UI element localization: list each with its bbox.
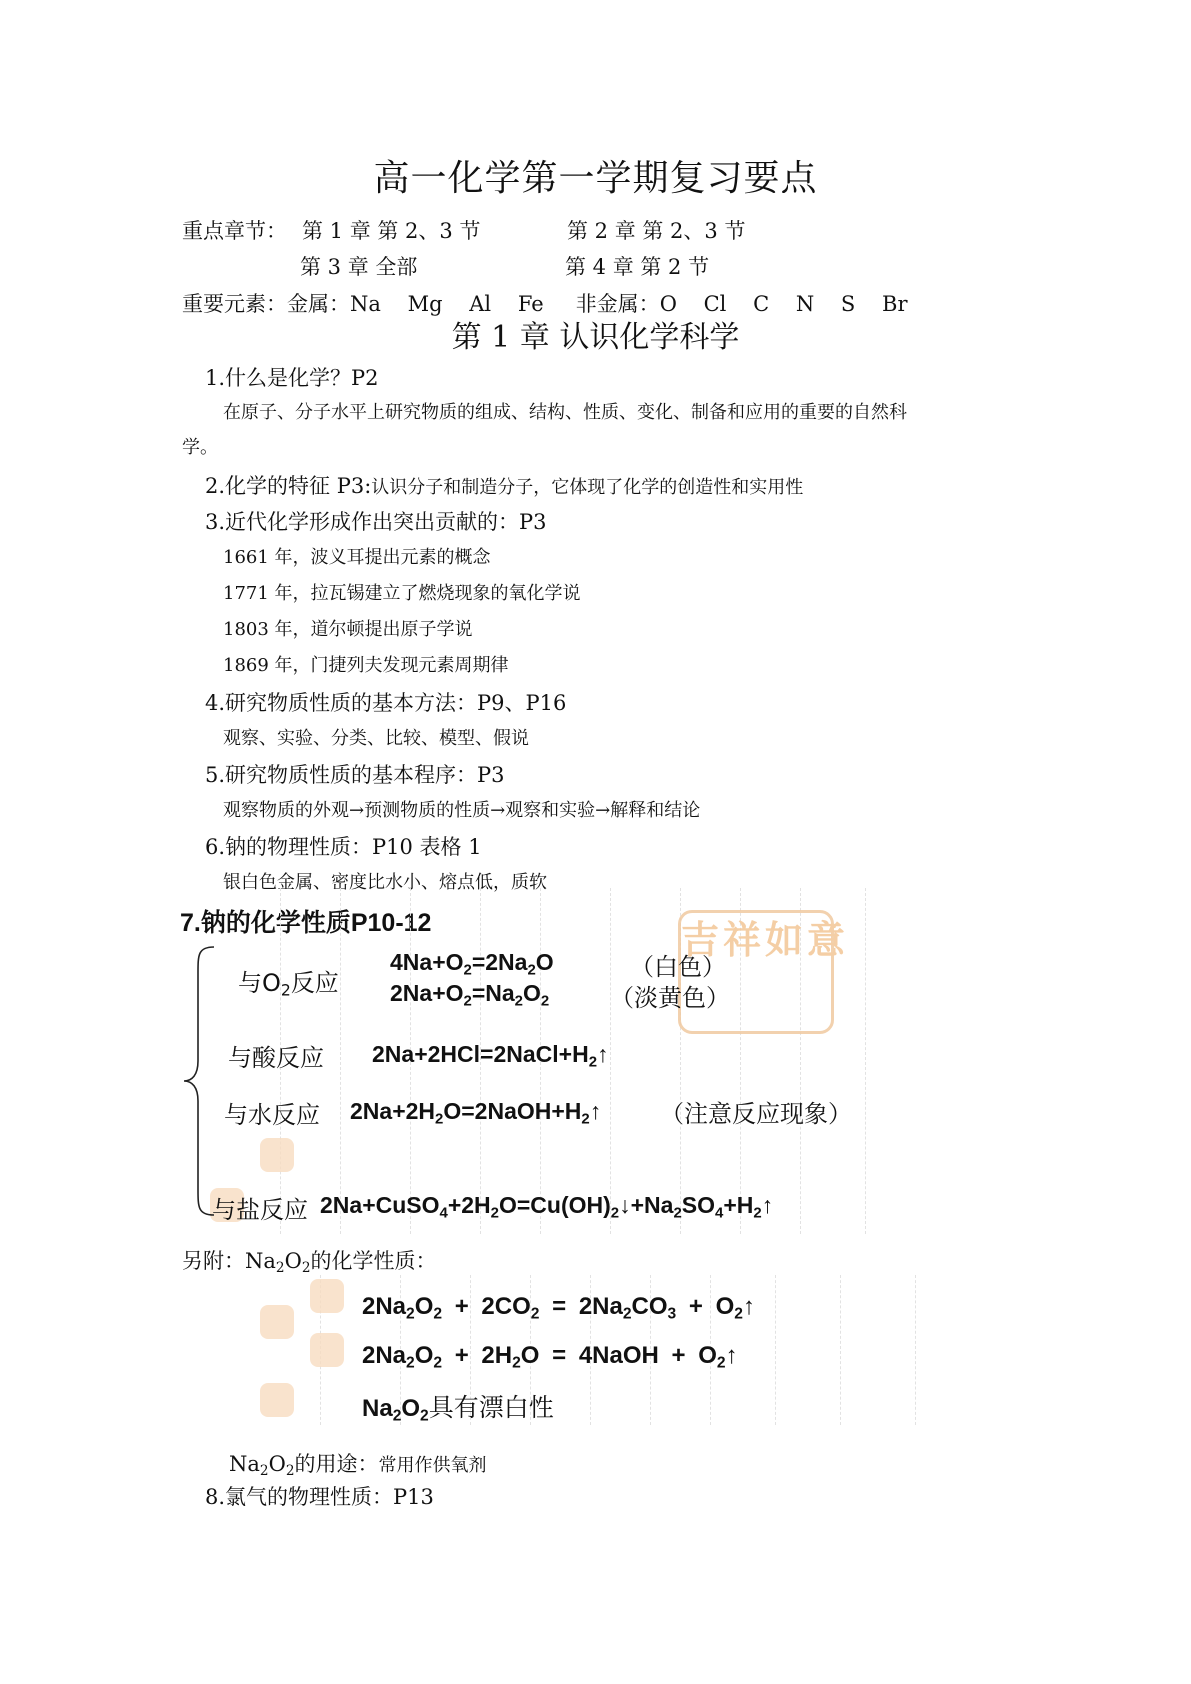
na2o2-use-b: O <box>268 1452 286 1476</box>
key-chapters-label: 重点章节： <box>182 219 287 243</box>
metals-label: 金属： <box>287 292 350 316</box>
reaction-salt-label: 与盐反应 <box>212 1196 308 1224</box>
item-1-question: 1.什么是化学？P2 <box>205 366 379 390</box>
equation-na-o2-yellow-note: （淡黄色） <box>610 984 730 1012</box>
item-5-question: 5.研究物质性质的基本程序：P3 <box>205 763 505 787</box>
item-4-answer: 观察、实验、分类、比较、模型、假说 <box>223 728 529 749</box>
equation-na-o2-white: $4Na+O_2=2Na_2O$ <box>390 949 554 979</box>
item-3-question: 3.近代化学形成作出突出贡献的：P3 <box>205 510 547 534</box>
na2o2-bleach: $Na_2O_2$具有漂白性 <box>362 1393 554 1425</box>
metals-list: Na Mg Al Fe <box>350 292 544 316</box>
key-chapter-1: 第 1 章 第 2、3 节 <box>302 219 481 243</box>
na2o2-intro-b: O <box>284 1249 302 1273</box>
chapter-1-title: 第 1 章 认识化学科学 <box>451 320 740 355</box>
equation-na-o2-white-note: （白色） <box>630 953 726 981</box>
watermark-seal-small <box>260 1305 294 1339</box>
na2o2-use-sub1: 2 <box>259 1463 269 1480</box>
reaction-o2-label <box>238 963 339 998</box>
na2o2-bleach-text: 具有漂白性 <box>428 1393 554 1422</box>
item-5-answer: 观察物质的外观→预测物质的性质→观察和实验→解释和结论 <box>223 800 701 821</box>
item-8-question: 8.氯气的物理性质：P13 <box>205 1485 434 1509</box>
watermark-seal-small <box>260 1383 294 1417</box>
na2o2-intro <box>182 1245 437 1275</box>
item-1-answer-line1: 在原子、分子水平上研究物质的组成、结构、性质、变化、制备和应用的重要的自然科 <box>223 402 907 423</box>
item-6-question: 6.钠的物理性质：P10 表格 1 <box>205 835 482 859</box>
na2o2-intro-sub1: 2 <box>275 1260 285 1277</box>
page-title: 高一化学第一学期复习要点 <box>373 158 818 199</box>
key-chapter-2: 第 2 章 第 2、3 节 <box>567 219 746 243</box>
na2o2-intro-a: 另附：Na <box>182 1249 276 1273</box>
nonmetals-label: 非金属： <box>575 292 660 316</box>
item-2-text: 认识分子和制造分子，它体现了化学的创造性和实用性 <box>371 477 804 498</box>
curly-brace-icon <box>180 943 220 1219</box>
item-6-answer: 银白色金属、密度比水小、熔点低，质软 <box>223 872 547 893</box>
history-1661: 1661 年，波义耳提出元素的概念 <box>223 547 491 568</box>
item-2 <box>205 470 803 500</box>
item-4-question: 4.研究物质性质的基本方法：P9、P16 <box>205 691 567 715</box>
watermark-seal-small <box>260 1138 294 1172</box>
na2o2-intro-c: 的化学性质： <box>310 1249 437 1273</box>
reaction-o2-label-b: 反应 <box>290 969 339 997</box>
equation-na-cuso4: $2Na+CuSO_4+2H_2O=Cu(OH)_2↓+Na_2SO_4+H_2↑$ <box>320 1192 774 1222</box>
na2o2-use <box>229 1448 487 1478</box>
watermark-text: 吉祥如意 <box>681 917 850 962</box>
watermark-seal-small <box>310 1333 344 1367</box>
equation-na-o2-yellow: $2Na+O_2=Na_2O_2$ <box>390 980 550 1010</box>
na2o2-intro-sub2: 2 <box>301 1260 311 1277</box>
sodium-reactions-figure <box>180 888 870 1234</box>
equation-na-h2o: $2Na+2H_2O=2NaOH+H_2↑$ <box>350 1098 602 1128</box>
equation-na2o2-co2: $2Na_2O_2 + 2CO_2 = 2Na_2CO_3$ + $O_2↑$ <box>362 1293 755 1323</box>
reaction-o2-label-sub: 2 <box>280 981 291 1000</box>
item-2-head: 2.化学的特征 P3: <box>205 474 372 498</box>
nonmetals-list: O Cl C N S Br <box>659 292 908 316</box>
key-chapter-4: 第 4 章 第 2 节 <box>565 255 710 279</box>
key-chapter-3: 第 3 章 全部 <box>300 255 418 279</box>
watermark-seal-small <box>310 1279 344 1313</box>
na2o2-reactions-figure <box>230 1275 920 1425</box>
reaction-water-label: 与水反应 <box>224 1101 320 1129</box>
equation-na-hcl: $2Na+2HCl=2NaCl+H_2↑$ <box>372 1041 609 1071</box>
equation-na-h2o-note: （注意反应现象） <box>660 1100 852 1128</box>
na2o2-use-sub2: 2 <box>285 1463 295 1480</box>
history-1771: 1771 年，拉瓦锡建立了燃烧现象的氧化学说 <box>223 583 581 604</box>
reaction-acid-label: 与酸反应 <box>228 1044 324 1072</box>
history-1869: 1869 年，门捷列夫发现元素周期律 <box>223 655 509 676</box>
na2o2-use-text: 常用作供氧剂 <box>378 1455 487 1476</box>
item-1-answer-line2: 学。 <box>182 437 218 458</box>
key-elements-label: 重要元素： <box>182 292 287 316</box>
reaction-o2-label-a: 与O <box>238 969 281 997</box>
item-7-heading-text: 7.钠的化学性质P10-12 <box>180 909 432 937</box>
history-1803: 1803 年，道尔顿提出原子学说 <box>223 619 473 640</box>
equation-na2o2-h2o: $2Na_2O_2 + 2H_2O$ = 4NaOH + $O_2↑$ <box>362 1342 738 1372</box>
na2o2-use-a: Na <box>229 1452 260 1476</box>
na2o2-use-c: 的用途： <box>294 1452 379 1476</box>
